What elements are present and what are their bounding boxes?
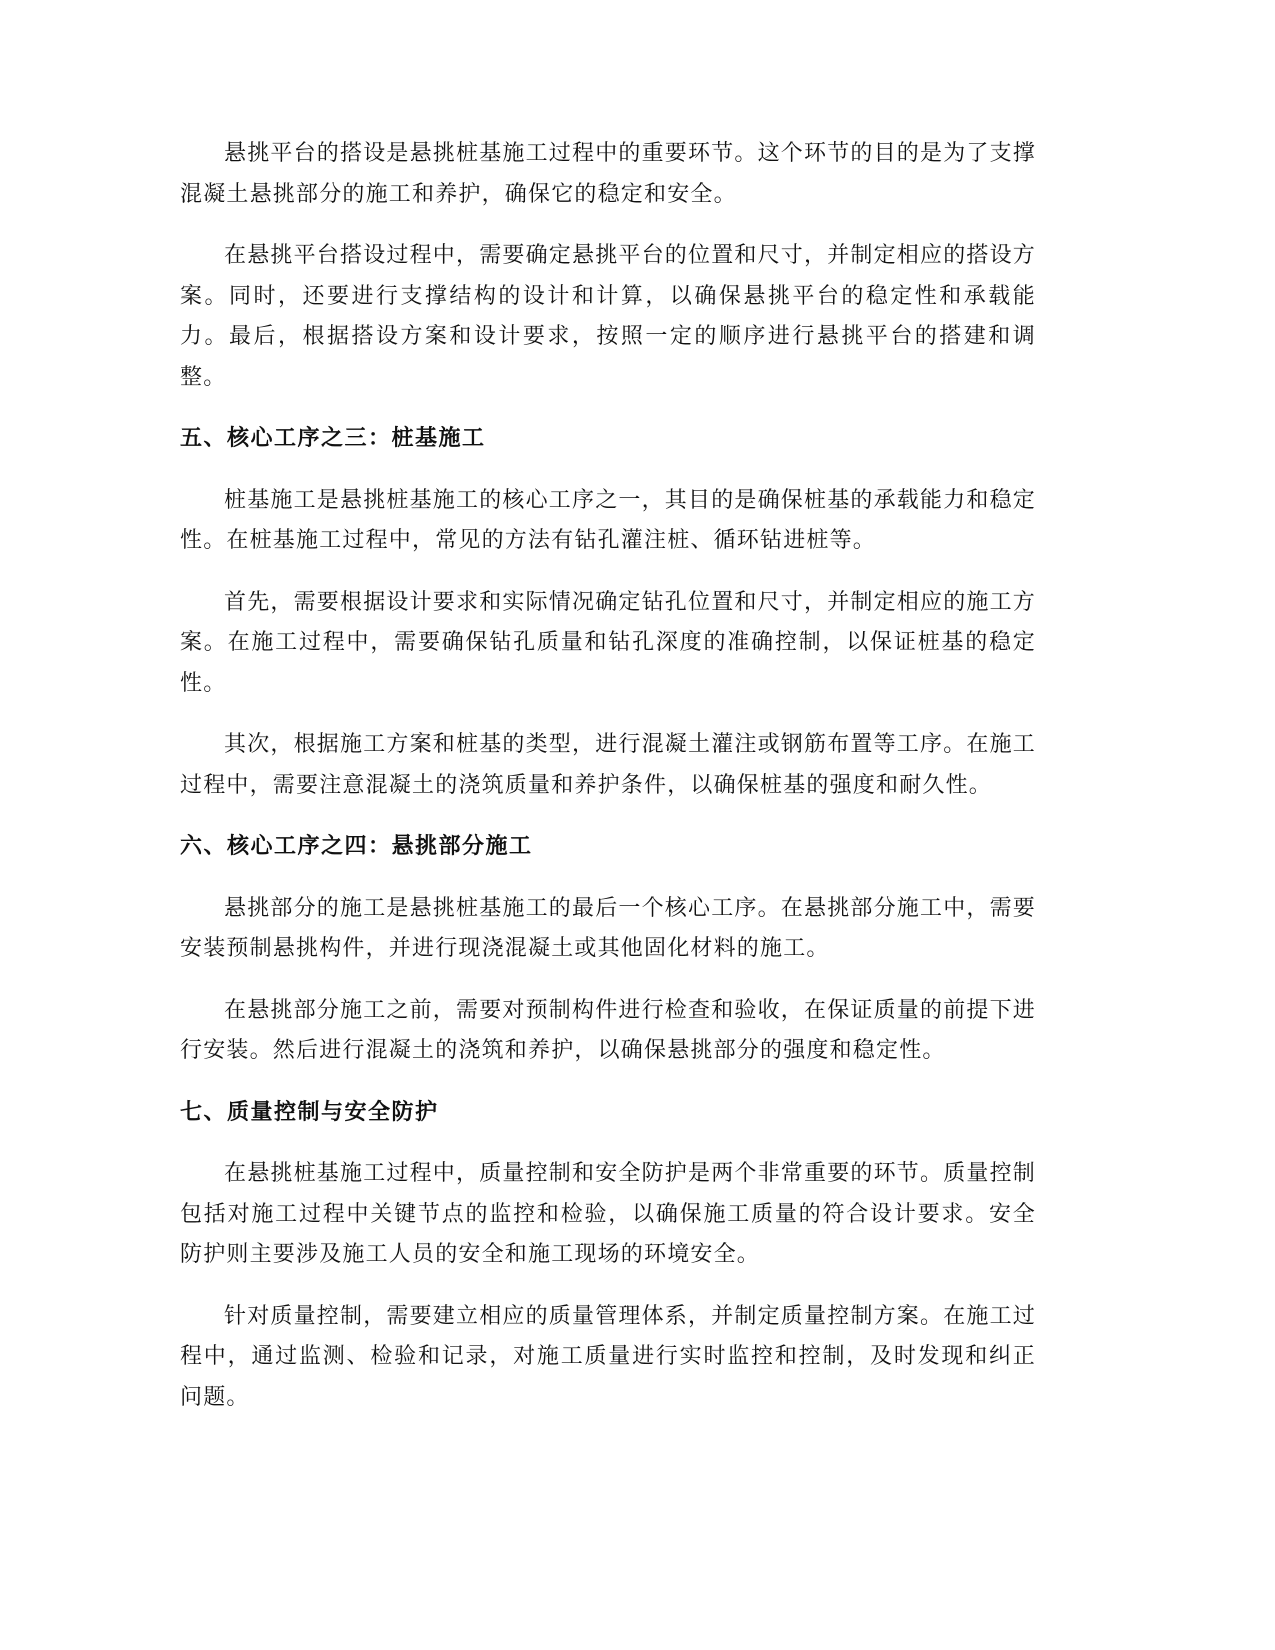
paragraph-platform-process: 在悬挑平台搭设过程中，需要确定悬挑平台的位置和尺寸，并制定相应的搭设方案。同时，还要进行支撑结构的设计和计算，以确保悬挑平台的稳定性和承载能力。最后，根据搭设方案和设计要求，按照一定的顺序进行悬挑平台的搭建和调整。 [180, 243, 1037, 390]
section-heading-7: 七、质量控制与安全防护 [180, 1099, 439, 1125]
paragraph-cantilever-process: 在悬挑部分施工之前，需要对预制构件进行检查和验收，在保证质量的前提下进行安装。然后进行混凝土的浇筑和养护，以确保悬挑部分的强度和稳定性。 [180, 997, 1037, 1063]
section-heading-5: 五、核心工序之三：桩基施工 [180, 426, 486, 451]
paragraph-quality-safety-intro: 在悬挑桩基施工过程中，质量控制和安全防护是两个非常重要的环节。质量控制包括对施工过程中关键节点的监控和检验，以确保施工质量的符合设计要求。安全防护则主要涉及施工人员的安全和施工现场的环境安全。 [180, 1161, 1037, 1267]
paragraph-pile-intro: 桩基施工是悬挑桩基施工的核心工序之一，其目的是确保桩基的承载能力和稳定性。在桩基施工过程中，常见的方法有钻孔灌注桩、循环钻进桩等。 [180, 487, 1037, 553]
paragraph-pile-second: 其次，根据施工方案和桩基的类型，进行混凝土灌注或钢筋布置等工序。在施工过程中，需要注意混凝土的浇筑质量和养护条件，以确保桩基的强度和耐久性。 [180, 732, 1037, 798]
paragraph-cantilever-intro: 悬挑部分的施工是悬挑桩基施工的最后一个核心工序。在悬挑部分施工中，需要安装预制悬挑构件，并进行现浇混凝土或其他固化材料的施工。 [180, 895, 1037, 961]
paragraph-platform-intro: 悬挑平台的搭设是悬挑桩基施工过程中的重要环节。这个环节的目的是为了支撑混凝土悬挑部分的施工和养护，确保它的稳定和安全。 [180, 141, 1037, 207]
paragraph-pile-first: 首先，需要根据设计要求和实际情况确定钻孔位置和尺寸，并制定相应的施工方案。在施工过程中，需要确保钻孔质量和钻孔深度的准确控制，以保证桩基的稳定性。 [180, 589, 1037, 696]
paragraph-quality-control: 针对质量控制，需要建立相应的质量管理体系，并制定质量控制方案。在施工过程中，通过监测、检验和记录，对施工质量进行实时监控和控制，及时发现和纠正问题。 [180, 1303, 1037, 1410]
section-heading-6: 六、核心工序之四：悬挑部分施工 [180, 834, 533, 859]
document-page [180, 134, 1036, 1439]
